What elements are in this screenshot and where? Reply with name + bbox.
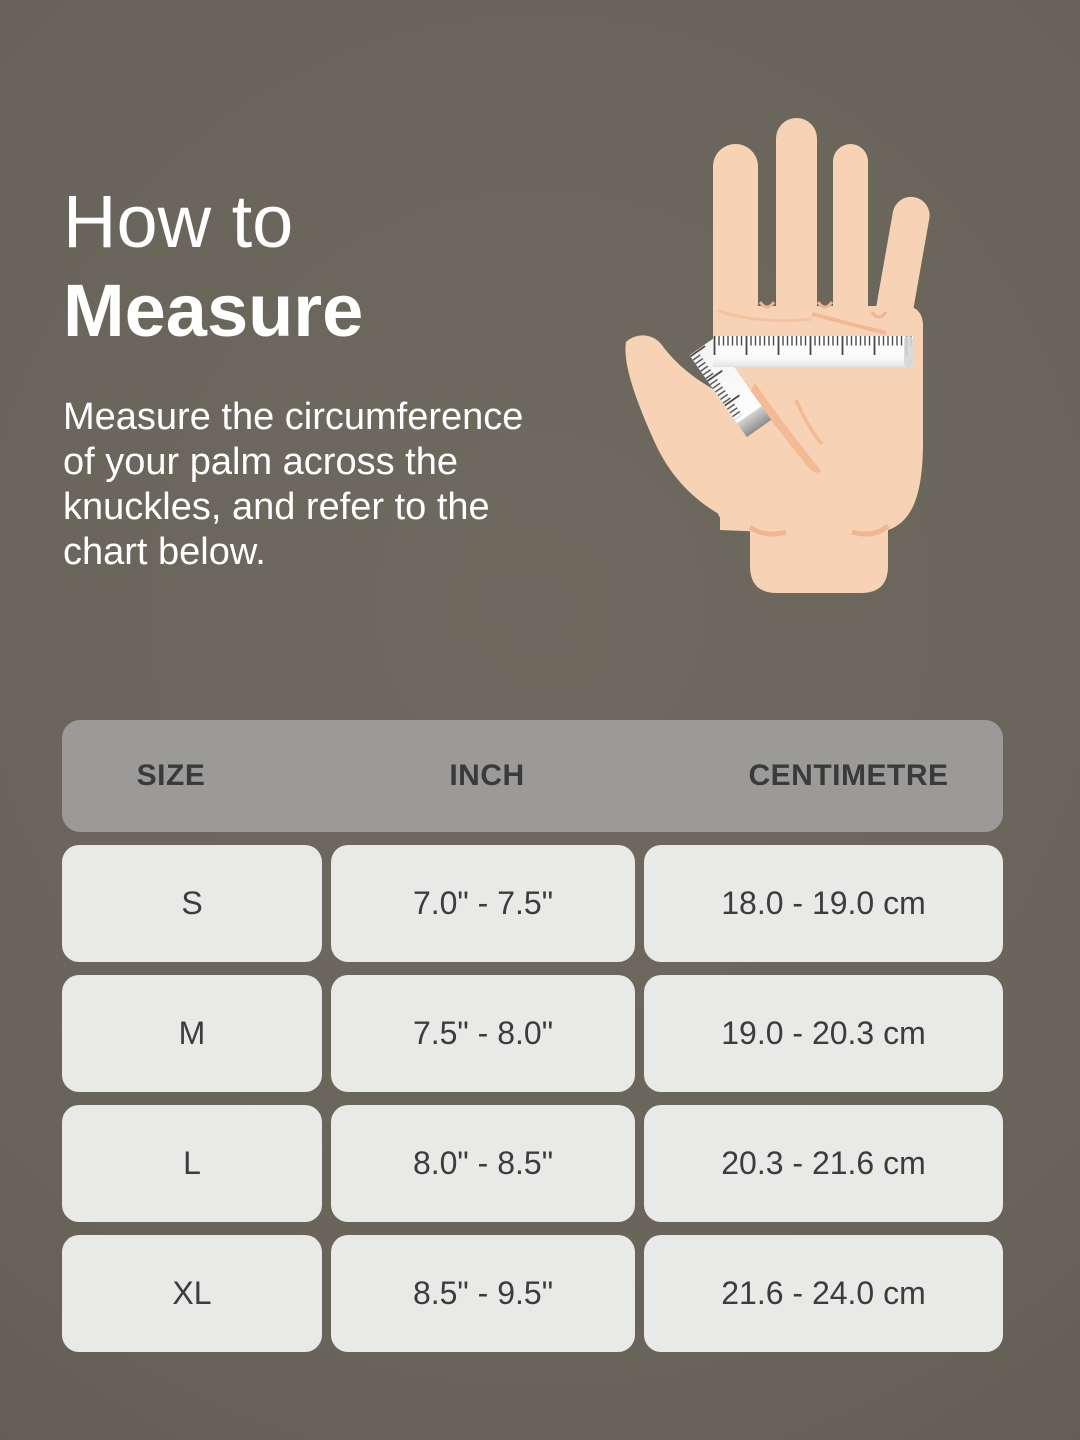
column-header-centimetre: CENTIMETRE [748,759,949,792]
middle-finger [776,118,817,326]
cell-size: S [62,845,322,962]
cell-size: M [62,975,322,1092]
size-chart [62,720,1003,1352]
hand-illustration-svg [600,100,1020,600]
cell-size: XL [62,1235,322,1352]
table-row-s [62,845,1003,962]
column-header-inch: INCH [449,759,525,792]
cell-inch: 8.0" - 8.5" [331,1105,635,1222]
column-header-size: SIZE [136,759,206,792]
table-row-m [62,975,1003,1092]
cell-inch: 8.5" - 9.5" [331,1235,635,1352]
tape-band-right-edge [904,336,913,367]
index-finger [713,144,758,326]
cell-centimetre: 20.3 - 21.6 cm [644,1105,1003,1222]
page-title [63,177,363,355]
cell-centimetre: 21.6 - 24.0 cm [644,1235,1003,1352]
cell-centimetre: 18.0 - 19.0 cm [644,845,1003,962]
table-row-xl [62,1235,1003,1352]
measure-instructions: Measure the circumference of your palm across the knuckles, and refer to the chart below. [63,396,524,573]
cell-centimetre: 19.0 - 20.3 cm [644,975,1003,1092]
hand-measuring-tape-illustration [600,100,1020,600]
size-chart-header [62,720,1003,832]
ring-finger [833,144,868,326]
cell-size: L [62,1105,322,1222]
measuring-tape-band [713,336,913,367]
page-title-line2: Measure [63,268,364,352]
cell-inch: 7.5" - 8.0" [331,975,635,1092]
page-title-line1: How to [63,179,294,263]
cell-inch: 7.0" - 7.5" [331,845,635,962]
table-row-l [62,1105,1003,1222]
